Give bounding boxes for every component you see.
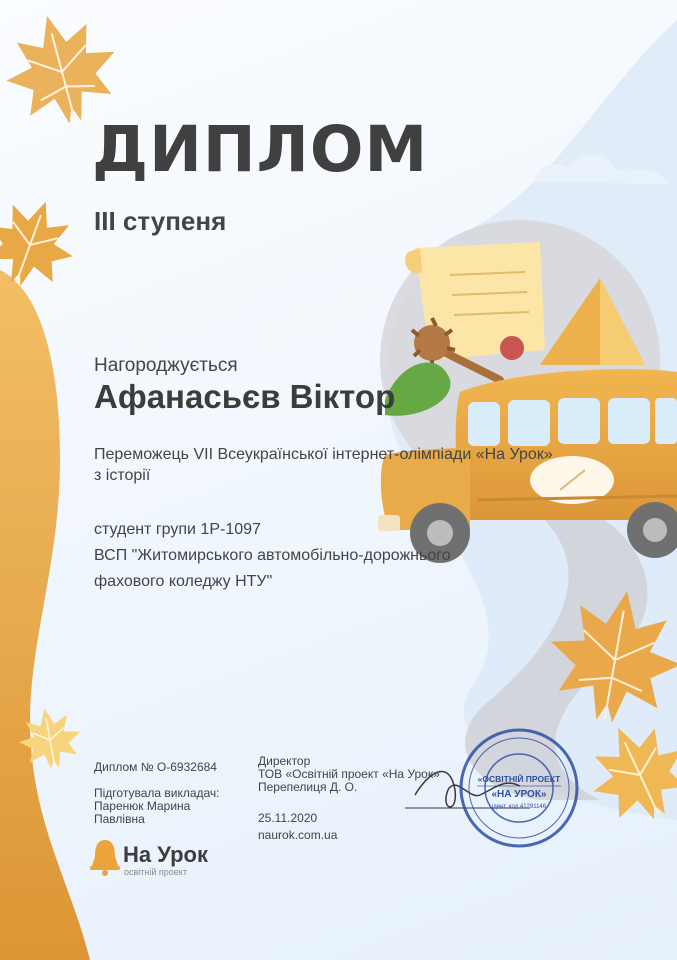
prepared-label: Підготувала викладач: [94, 786, 220, 800]
stamp-code: ідент. код 41291146 [491, 804, 547, 810]
stamp-center-line2: «НА УРОК» [491, 789, 547, 800]
student-group: студент групи 1Р-1097 [94, 521, 261, 538]
naurok-logo [90, 836, 240, 878]
diploma-number: Диплом № О-6932684 [94, 760, 217, 774]
recipient-name: Афанасьєв Віктор [94, 378, 396, 415]
achievement-text [94, 444, 614, 486]
director-title: Директор [258, 754, 311, 768]
director-org: ТОВ «Освітній проект «На Урок» [258, 767, 440, 781]
logo-subtitle: освітній проект [124, 867, 187, 877]
prepared-name-line2: Павлівна [94, 812, 145, 826]
student-college-line1: ВСП "Житомирського автомобільно-дорожнього [94, 547, 451, 564]
diploma-title: ДИПЛОМ [92, 113, 429, 186]
website-link: naurok.com.ua [258, 828, 338, 842]
stamp-center-line1: «ОСВІТНІЙ ПРОЕКТ [477, 774, 561, 784]
achievement-line: Переможець VII Всеукраїнської інтернет-олімпіади «На Урок» [94, 446, 553, 463]
left-orange-strip [0, 270, 90, 960]
diploma-degree: ІІІ ступеня [94, 206, 227, 236]
prepared-name-line1: Паренюк Марина [94, 799, 191, 813]
prepared-by [94, 787, 254, 826]
student-college-line2: фахового коледжу НТУ" [94, 573, 273, 590]
bell-icon [90, 838, 120, 876]
logo-name: На Урок [123, 842, 208, 867]
student-info [94, 517, 534, 595]
awarded-label: Нагороджується [94, 355, 238, 376]
director-block [258, 755, 468, 794]
director-name: Перепелиця Д. О. [258, 780, 358, 794]
issue-date: 25.11.2020 [258, 811, 318, 825]
achievement-subject: з історії [94, 467, 151, 484]
